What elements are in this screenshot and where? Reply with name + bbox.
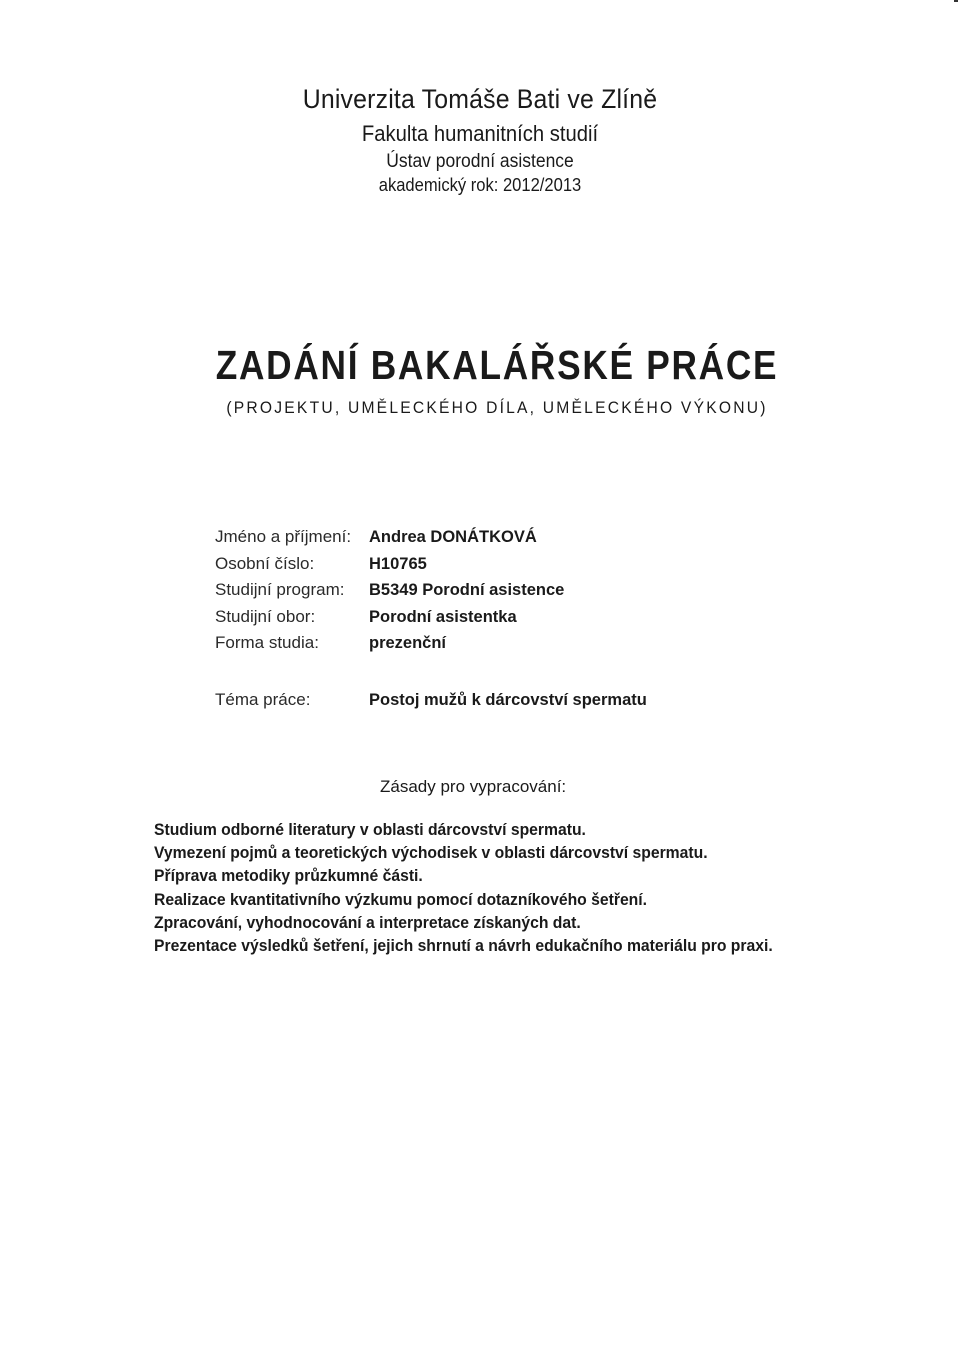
- guideline-item: Zpracování, vyhodnocování a interpretace získaných dat.: [154, 913, 581, 932]
- academic-year: akademický rok: 2012/2013: [378, 175, 582, 195]
- info-row-field: [215, 607, 564, 634]
- info-value: prezenční: [369, 634, 447, 652]
- info-label: Osobní číslo:: [215, 553, 315, 573]
- info-row-form: [215, 633, 564, 660]
- faculty-name: Fakulta humanitních studií: [361, 121, 599, 146]
- info-label: Studijní program:: [215, 580, 345, 599]
- info-label: Forma studia:: [215, 633, 319, 652]
- corner-mark: [954, 0, 958, 2]
- guideline-item: Realizace kvantitativního výzkumu pomocí dotazníkového šetření.: [154, 890, 648, 909]
- info-value: Porodní asistentka: [369, 607, 517, 626]
- thesis-topic: [215, 690, 647, 710]
- topic-value: Postoj mužů k dárcovství spermatu: [369, 691, 647, 709]
- document-subtitle: (PROJEKTU, UMĚLECKÉHO DÍLA, UMĚLECKÉHO VÝKONU): [226, 398, 768, 417]
- guideline-item: Příprava metodiky průzkumné části.: [154, 867, 423, 886]
- info-row-id: [215, 554, 564, 581]
- student-info: [215, 527, 564, 660]
- university-name: Univerzita Tomáše Bati ve Zlíně: [302, 84, 658, 114]
- guidelines-list: [154, 819, 944, 958]
- info-label: Studijní obor:: [215, 606, 316, 626]
- info-row-name: [215, 527, 564, 554]
- info-label: Jméno a příjmení:: [215, 527, 352, 546]
- header-block: [0, 84, 960, 196]
- info-value: B5349 Porodní asistence: [369, 581, 565, 599]
- guidelines-heading: Zásady pro vypracování:: [380, 777, 567, 796]
- guideline-item: Prezentace výsledků šetření, jejich shrnutí a návrh edukačního materiálu pro praxi.: [154, 937, 773, 956]
- institute-name: Ústav porodní asistence: [386, 151, 574, 172]
- topic-label: Téma práce:: [215, 690, 311, 709]
- guideline-item: Studium odborné literatury v oblasti dárcovství spermatu.: [154, 821, 586, 839]
- guideline-item: Vymezení pojmů a teoretických východisek v oblasti dárcovství spermatu.: [154, 844, 708, 863]
- info-row-program: [215, 580, 564, 607]
- info-value: H10765: [369, 554, 427, 573]
- document-title: ZADÁNÍ BAKALÁŘSKÉ PRÁCE: [215, 342, 779, 388]
- info-value: Andrea DONÁTKOVÁ: [369, 528, 537, 546]
